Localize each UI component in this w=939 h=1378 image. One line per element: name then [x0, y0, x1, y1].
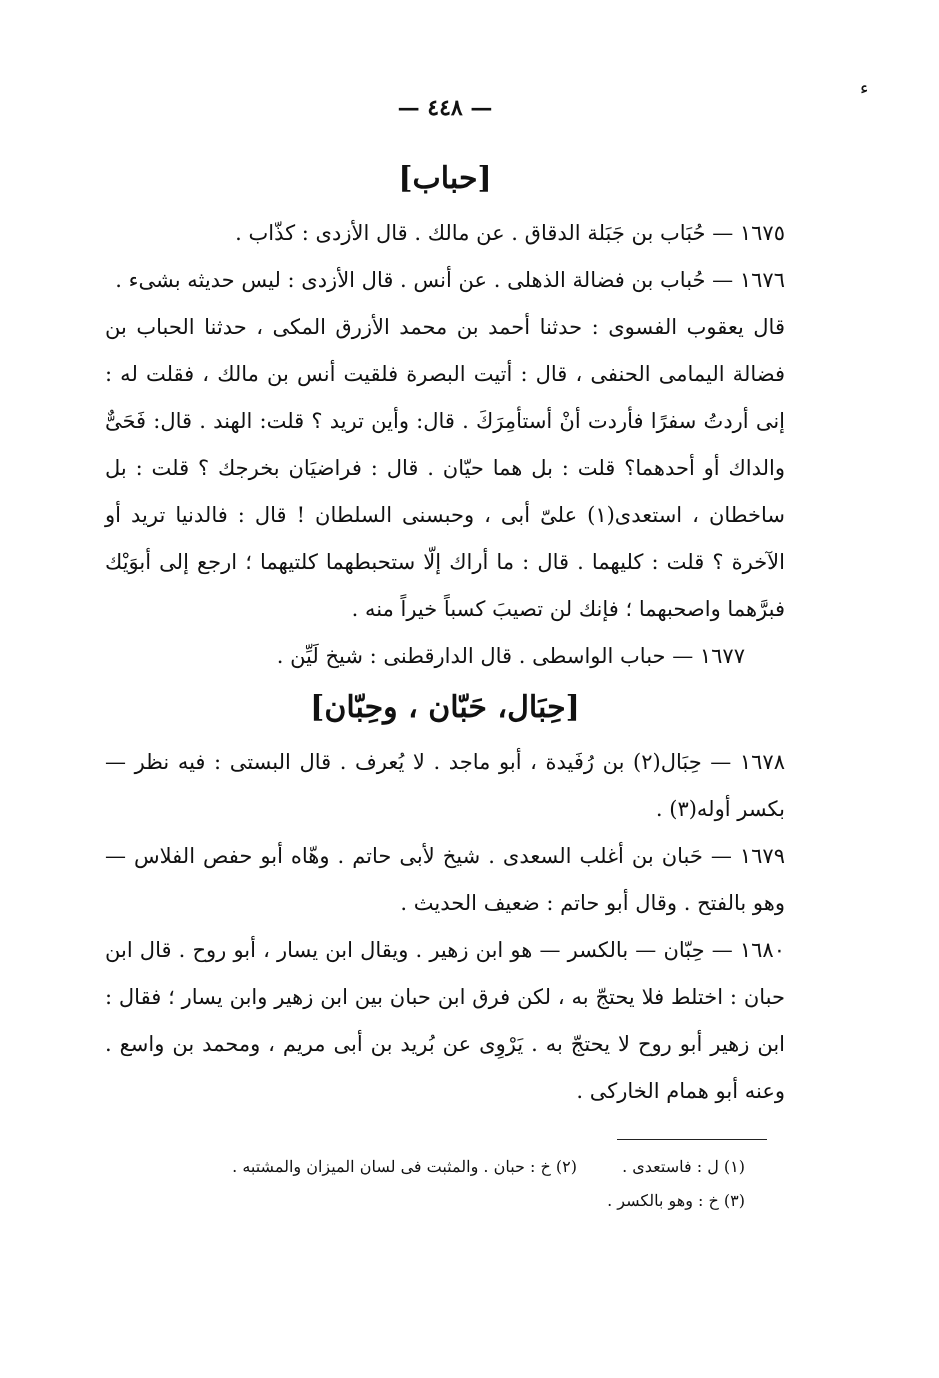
footnote-line-1	[105, 1150, 745, 1184]
entry-1680: ١٦٨٠ — حِبّان — بالكسر — هو ابن زهير . ويقال ابن يسار ، أبو روح . قال ابن حبان : اختلط فلا يحتجّ به ، لكن فرق ابن حبان بين ابن زهير وابن يسار ؛ فقال : ابن زهير أبو روح لا يحتجّ به . يَرْوِى عن بُريد بن أبى مريم ، ومحمد بن واسع . وعنه أبو همام الخارکى .	[105, 938, 785, 1103]
section-title-hibal-habban-hibban: [حِبَال، حَبّان ، وحِبّان]	[310, 690, 580, 725]
page	[105, 95, 785, 1218]
footnote-3: (٣) خ : وهو بالكسر .	[607, 1191, 745, 1210]
footnotes	[105, 1150, 785, 1218]
footnote-line-2	[105, 1184, 745, 1218]
page-number: — ٤٤٨ —	[397, 95, 493, 121]
entry-1679: ١٦٧٩ — حَبان بن أغلب السعدى . شيخ لأبى حاتم . وهّاه أبو حفص الفلاس — وهو بالفتح . وقال أبو حاتم : ضعيف الحديث .	[105, 844, 785, 915]
corner-mark: ء	[860, 78, 869, 99]
entry-1675: ١٦٧٥ — حُبَاب بن جَبَلة الدقاق . عن مالك . قال الأزدى : كذّاب .	[235, 221, 785, 245]
footnote-2: (٢) خ : حبان . والمثبت فى لسان الميزان والمشتبه .	[232, 1157, 577, 1176]
entry-1676-narration: قال يعقوب الفسوى : حدثنا أحمد بن محمد الأزرق المكى ، حدثنا الحباب بن فضالة اليمامى الحنفى ، قال : أتيت البصرة فلقيت أنس بن مالك ، فقلت له : إنى أردتُ سفرًا فأردت أنْ أستأمِرَكَ . قال: وأين تريد ؟ قلت: الهند . قال: فَحَىٌّ والداك أو أحدهما؟ قلت : بل هما حيّان . قال : فراضيَان بخرجك ؟ قلت : بل ساخطان ، استعدى(١) علىّ أبى ، وحبسنى السلطان ! قال : فالدنيا تريد أو الآخرة ؟ قلت : كليهما . قال : ما أراك إلّا ستحبطهما كلتيهما ؛ ارجع إلى أبوَيْك فبرَّهما واصحبهما ؛ فإنك لن تصيبَ كسباً خيراً منه .	[105, 315, 785, 621]
footnote-1: (١) ل : فاستعدى .	[622, 1157, 745, 1176]
entry-1677: ١٦٧٧ — حباب الواسطى . قال الدارقطنى : شيخ لَيِّن .	[276, 644, 745, 668]
section-title-hubab: [حباب]	[398, 161, 492, 196]
entry-1676: ١٦٧٦ — حُباب بن فضالة الذهلى . عن أنس . قال الأزدى : ليس حديثه بشىء .	[115, 268, 785, 292]
footnote-rule	[617, 1139, 767, 1140]
entry-1678: ١٦٧٨ — حِبَال(٢) بن رُفَيدة ، أبو ماجد . لا يُعرف . قال البستى : فيه نظر — بكسر أوله(٣) .	[105, 750, 785, 821]
